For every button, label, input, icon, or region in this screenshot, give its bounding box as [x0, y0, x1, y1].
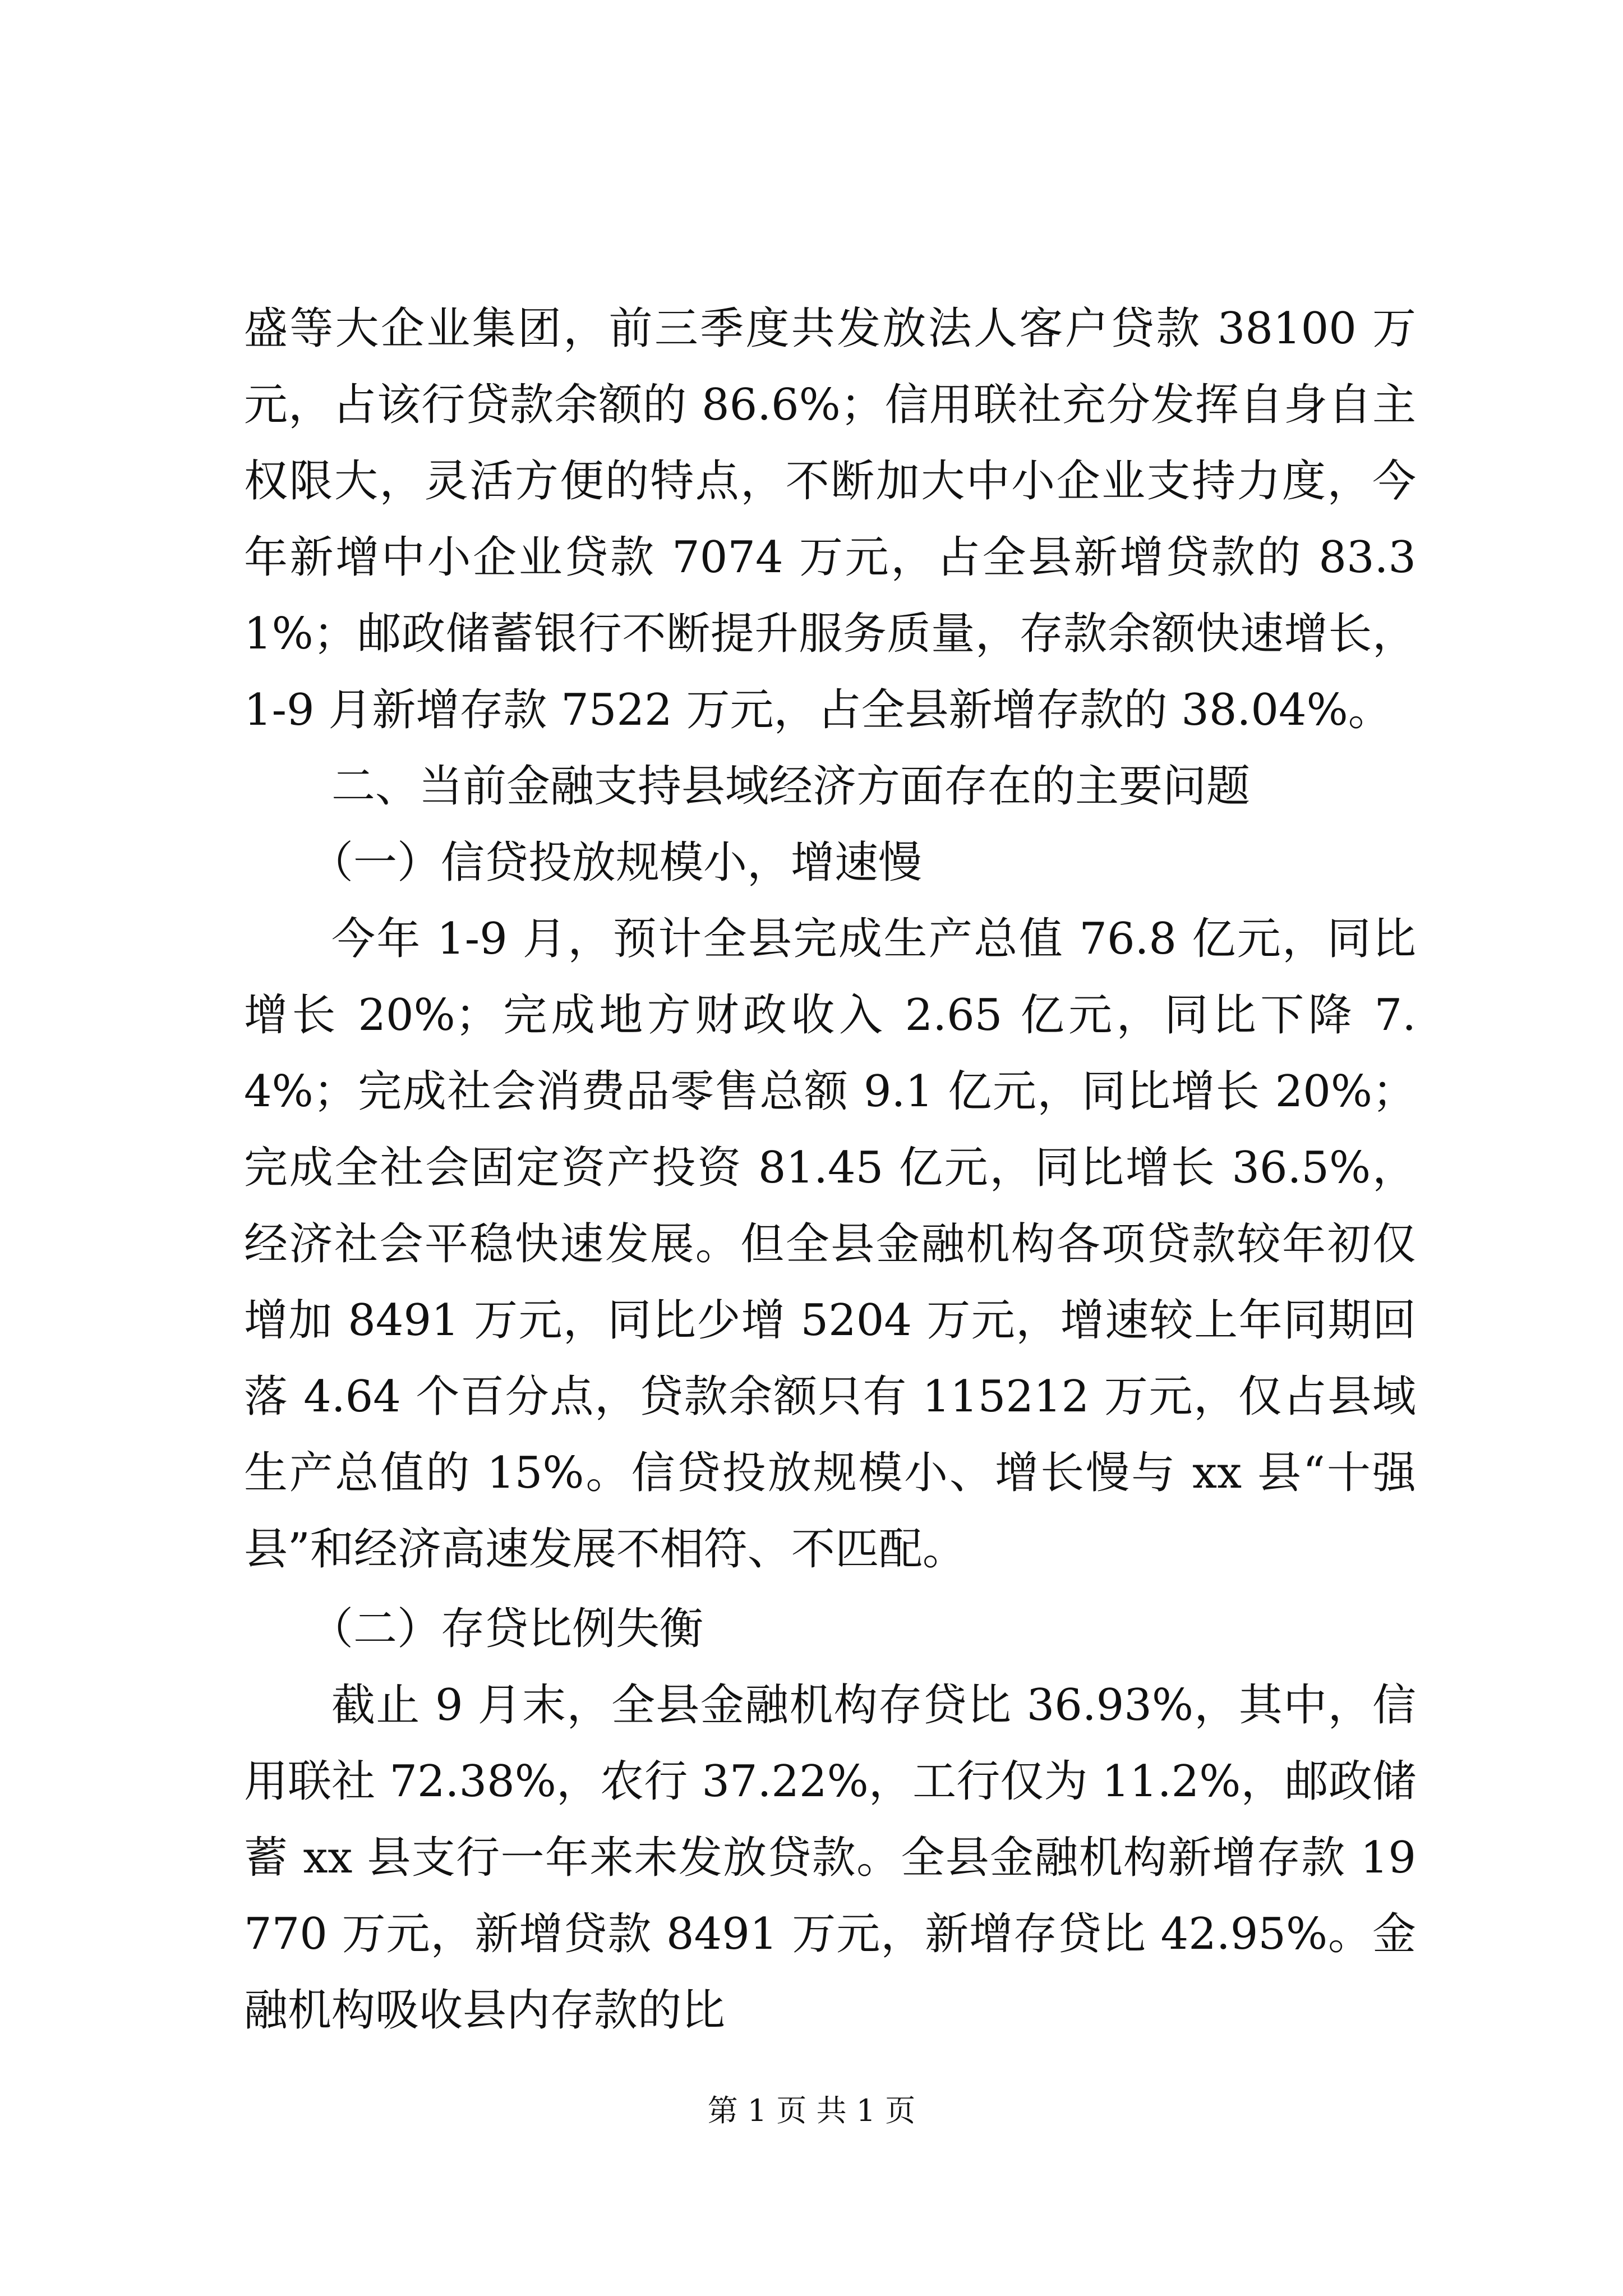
section-heading: 二、当前金融支持县域经济方面存在的主要问题 [331, 761, 1251, 812]
subsection-heading-2: （二）存贷比例失衡 [310, 1604, 704, 1654]
paragraph-credit-scale: 今年 1-9 月，预计全县完成生产总值 76.8 亿元，同比增长 20%；完成地方财政收入 2.65 亿元，同比下降 7.4%；完成社会消费品零售总额 9.1 亿元，同比增长 20%；完成全社会固定资产投资 81.45 亿元，同比增长 36.5%，经济社会平稳快速发展。但全县金融机构各项贷款较年初仅增加 8491 万元，同比少增 5204 万元，增速较上年同期回落 4.64 个百分点，贷款余额只有 115212 万元，仅占县域生产总值的 15%。信贷投放规模小、增长慢与 xx 县“十强县”和经济高速发展不相符、不匹配。 [244, 914, 1416, 1575]
paragraph-deposit-loan-ratio: 截止 9 月末，全县金融机构存贷比 36.93%，其中，信用联社 72.38%，农行 37.22%，工行仅为 11.2%，邮政储蓄 xx 县支行一年来未发放贷款。全县金融机构新增存款 19770 万元，新增贷款 8491 万元，新增存贷比 42.95%。金融机构吸收县内存款的比 [244, 1680, 1416, 2036]
document-body [244, 291, 1416, 2049]
subsection-heading-1: （一）信贷投放规模小，增速慢 [310, 838, 923, 888]
page-footer: 第 1 页 共 1 页 [707, 2093, 916, 2128]
paragraph-continuation: 盛等大企业集团，前三季度共发放法人客户贷款 38100 万元，占该行贷款余额的 86.6%；信用联社充分发挥自身自主权限大，灵活方便的特点，不断加大中小企业支持力度，今年新增中小企业贷款 7074 万元，占全县新增贷款的 83.31%；邮政储蓄银行不断提升服务质量，存款余额快速增长，1-9 月新增存款 7522 万元，占全县新增存款的 38.04%。 [244, 303, 1416, 735]
